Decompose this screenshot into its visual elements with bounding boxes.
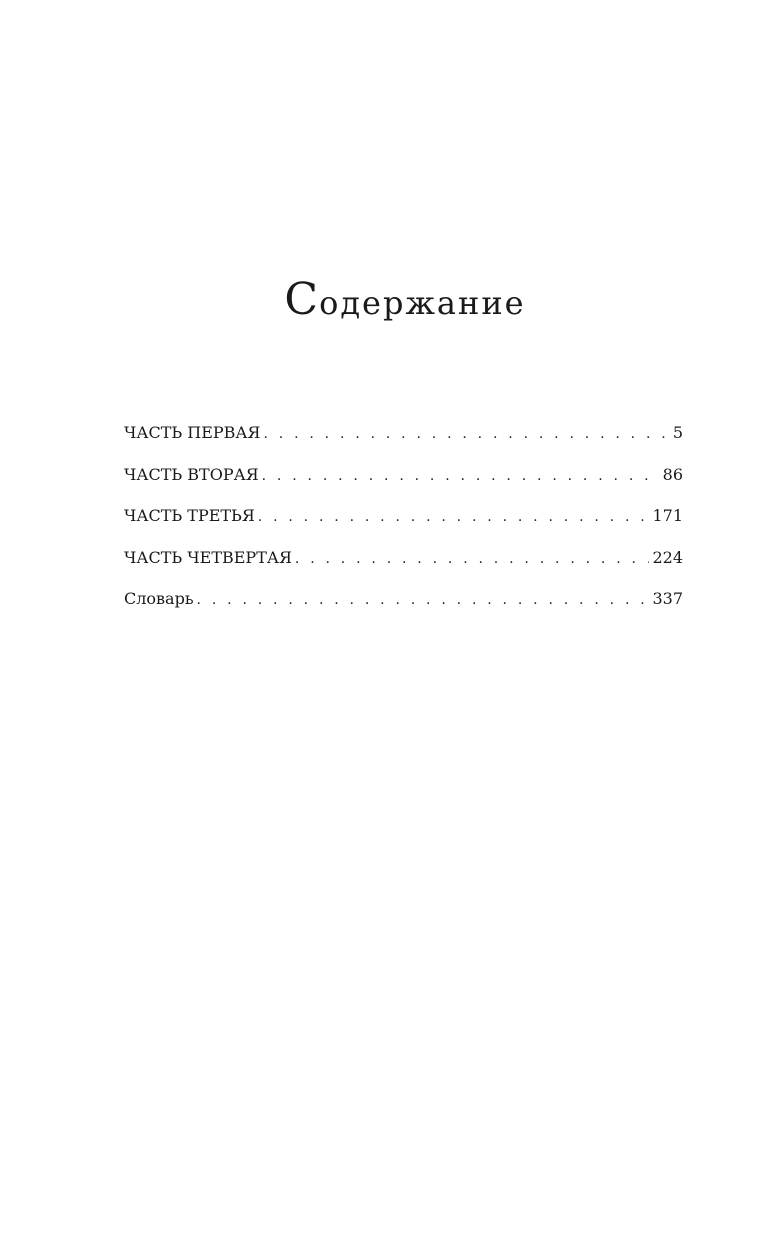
toc-entry-label: ЧАСТЬ ПЕРВАЯ: [124, 423, 261, 442]
toc-entry-label: ЧАСТЬ ТРЕТЬЯ: [124, 506, 255, 525]
toc-entry-label: Словарь: [124, 589, 194, 608]
toc-entry-page: 86: [662, 464, 683, 484]
toc-entry-page: 171: [652, 506, 683, 525]
page-title-rest: одержание: [319, 284, 526, 322]
toc-entry-label: ЧАСТЬ ЧЕТВЕРТАЯ: [124, 547, 292, 567]
toc-entry-part-1[interactable]: [124, 421, 683, 463]
page-title-initial: С: [284, 274, 320, 325]
toc-leader-dots: [258, 505, 650, 529]
toc-entry-glossary[interactable]: [124, 587, 683, 629]
toc-leader-dots: [263, 422, 669, 446]
toc-leader-dots: [295, 547, 650, 571]
toc-entry-page: 224: [652, 547, 683, 567]
toc-leader-dots: [197, 588, 650, 612]
table-of-contents: [124, 421, 683, 629]
page-title: [0, 272, 768, 331]
toc-entry-part-2[interactable]: [124, 463, 683, 505]
toc-leader-dots: [262, 464, 660, 488]
toc-entry-part-3[interactable]: [124, 504, 683, 546]
toc-entry-page: 337: [652, 589, 683, 608]
toc-entry-page: 5: [672, 423, 683, 442]
toc-entry-label: ЧАСТЬ ВТОРАЯ: [124, 464, 259, 484]
toc-entry-part-4[interactable]: [124, 546, 683, 588]
